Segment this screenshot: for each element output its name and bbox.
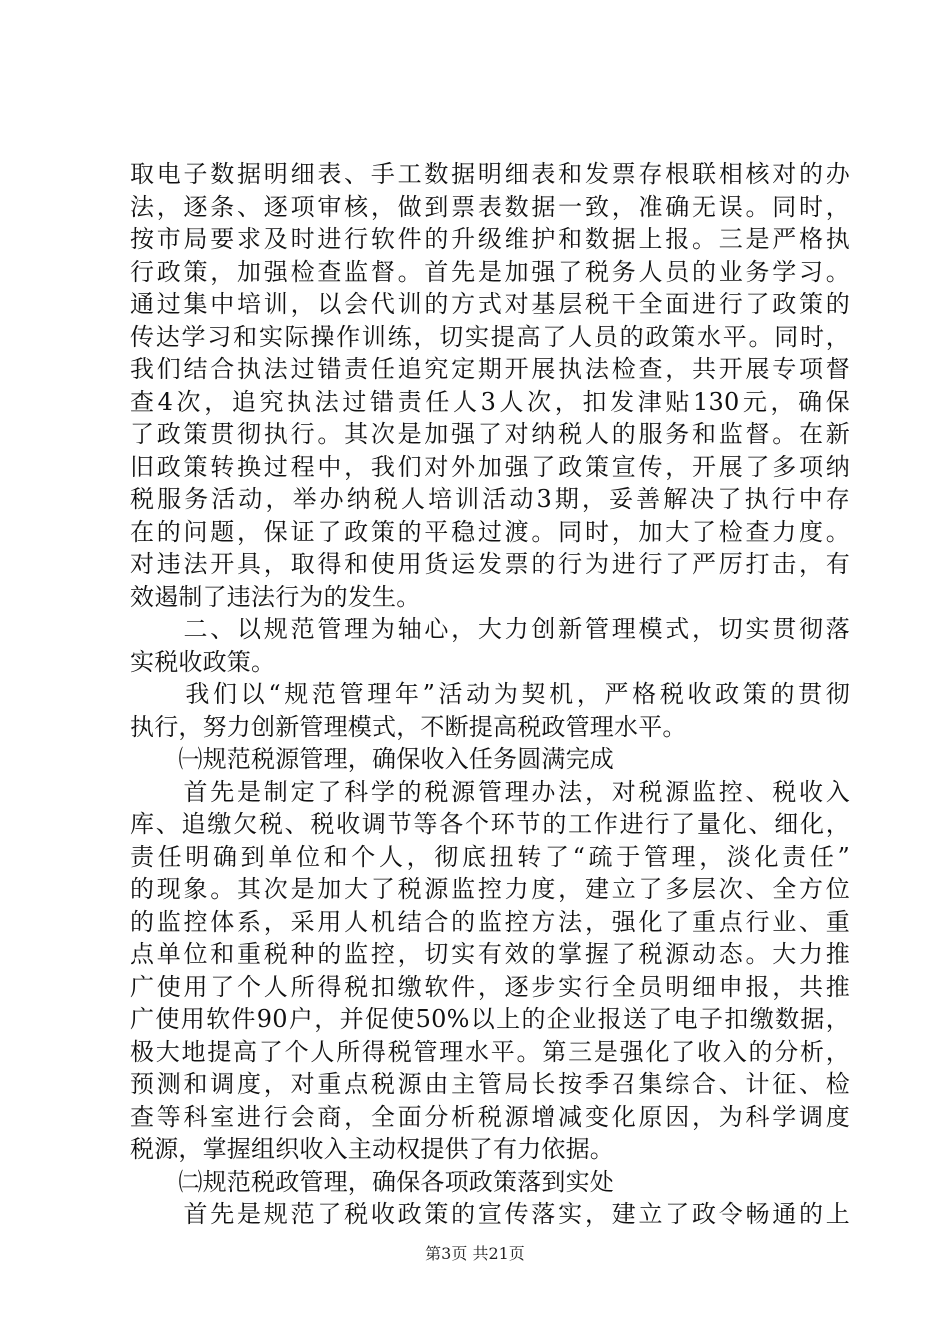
text-line: 税服务活动，举办纳税人培训活动3期，妥善解决了执行中存 <box>130 485 850 513</box>
text-line: 旧政策转换过程中，我们对外加强了政策宣传，开展了多项纳 <box>130 452 850 481</box>
text-line: 取电子数据明细表、手工数据明细表和发票存根联相核对的办 <box>130 160 850 188</box>
text-line: 在的问题，保证了政策的平稳过渡。同时，加大了检查力度。 <box>130 517 850 546</box>
text-line: 首先是规范了税收政策的宣传落实，建立了政令畅通的上 <box>130 1200 850 1228</box>
text-line: 二、以规范管理为轴心，大力创新管理模式，切实贯彻落 <box>130 615 850 643</box>
text-line: 实税收政策。 <box>130 647 276 676</box>
text-line: 首先是制定了科学的税源管理办法，对税源监控、税收入 <box>130 777 850 806</box>
text-line: 了政策贯彻执行。其次是加强了对纳税人的服务和监督。在新 <box>130 420 850 448</box>
text-line: 查等科室进行会商，全面分析税源增减变化原因，为科学调度 <box>130 1102 850 1131</box>
text-line: 传达学习和实际操作训练，切实提高了人员的政策水平。同时， <box>130 322 850 351</box>
text-line: 执行，努力创新管理模式，不断提高税政管理水平。 <box>130 712 687 741</box>
text-line: 广使用软件90户，并促使50%以上的企业报送了电子扣缴数据， <box>130 1005 850 1033</box>
text-line: 查4次，追究执法过错责任人3人次，扣发津贴130元，确保 <box>130 387 850 416</box>
text-line: 我们以“规范管理年”活动为契机，严格税收政策的贯彻 <box>130 680 850 708</box>
text-line: 我们结合执法过错责任追究定期开展执法检查，共开展专项督 <box>130 355 850 383</box>
text-line: 法，逐条、逐项审核，做到票表数据一致，准确无误。同时， <box>130 192 850 221</box>
text-line: 广使用了个人所得税扣缴软件，逐步实行全员明细申报，共推 <box>130 972 850 1001</box>
text-line: 预测和调度，对重点税源由主管局长按季召集综合、计征、检 <box>130 1070 850 1098</box>
text-line: ㈡规范税政管理，确保各项政策落到实处 <box>130 1167 614 1196</box>
page-footer: 第3页 共21页 <box>425 1244 525 1263</box>
text-line: 的现象。其次是加大了税源监控力度，建立了多层次、全方位 <box>130 875 850 903</box>
text-line: 税源，掌握组织收入主动权提供了有力依据。 <box>130 1135 614 1163</box>
text-line: 对违法开具，取得和使用货运发票的行为进行了严厉打击，有 <box>130 550 850 578</box>
text-line: 责任明确到单位和个人，彻底扭转了“疏于管理，淡化责任” <box>130 842 850 871</box>
text-line: 的监控体系，采用人机结合的监控方法，强化了重点行业、重 <box>130 907 850 936</box>
text-line: 极大地提高了个人所得税管理水平。第三是强化了收入的分析， <box>130 1037 850 1066</box>
document-body <box>130 158 850 1231</box>
text-line: 通过集中培训，以会代训的方式对基层税干全面进行了政策的 <box>130 290 850 318</box>
text-line: ㈠规范税源管理，确保收入任务圆满完成 <box>130 745 614 773</box>
text-line: 行政策，加强检查监督。首先是加强了税务人员的业务学习。 <box>130 257 850 286</box>
text-line: 按市局要求及时进行软件的升级维护和数据上报。三是严格执 <box>130 225 850 253</box>
text-line: 点单位和重税种的监控，切实有效的掌握了税源动态。大力推 <box>130 940 850 968</box>
text-line: 库、追缴欠税、税收调节等各个环节的工作进行了量化、细化， <box>130 810 850 838</box>
text-line: 效遏制了违法行为的发生。 <box>130 582 421 611</box>
